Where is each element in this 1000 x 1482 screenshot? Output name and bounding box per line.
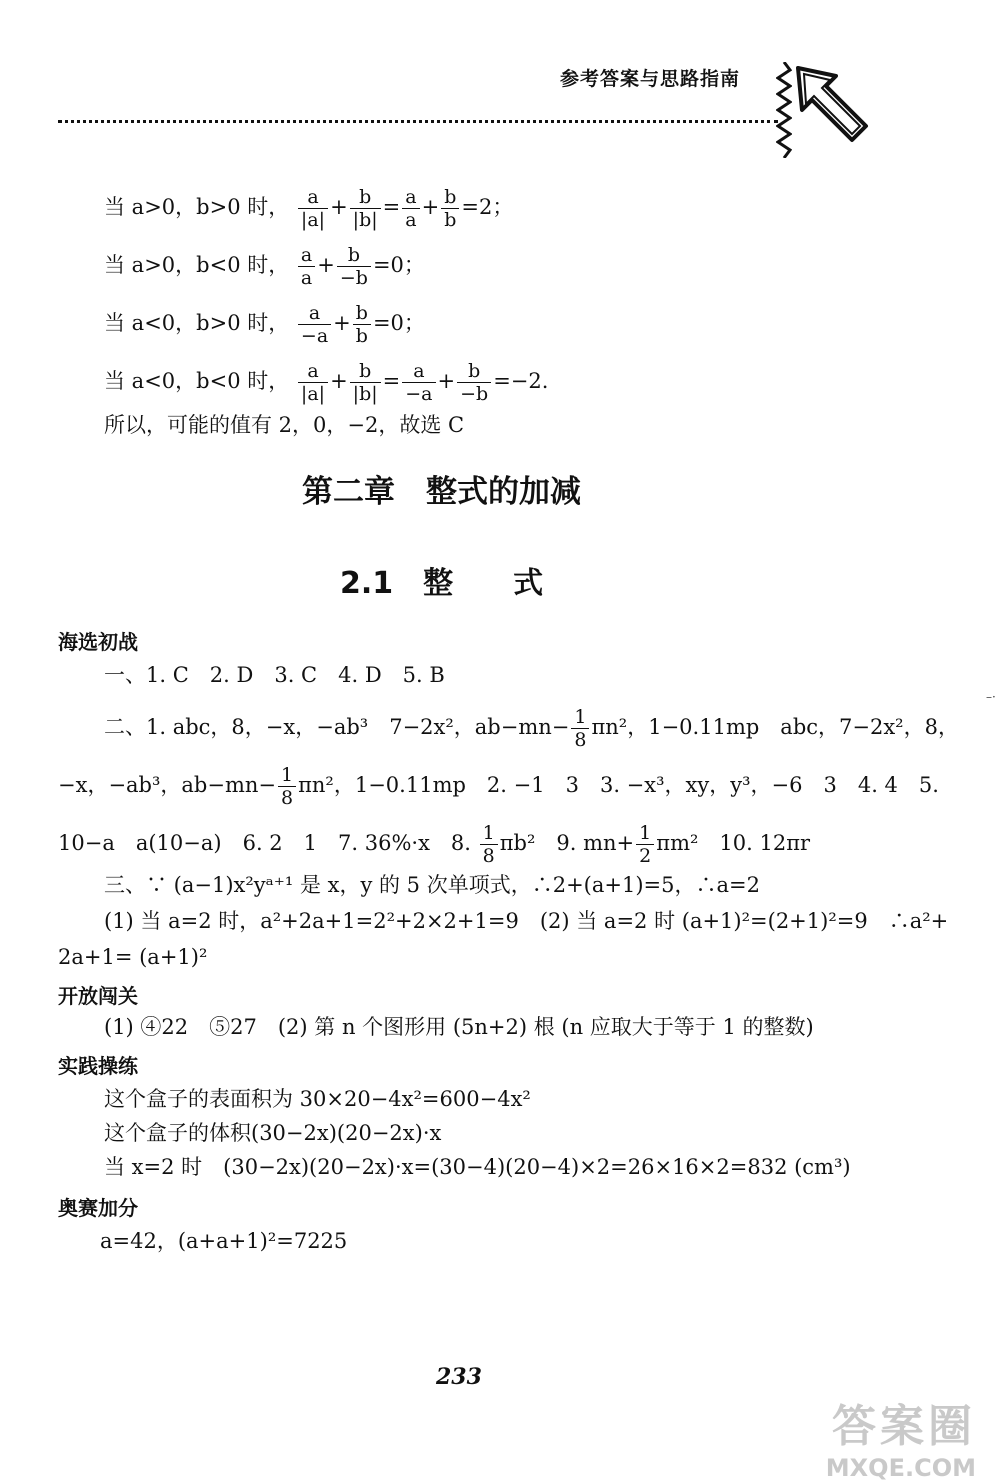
fraction [298,186,328,231]
fraction [278,764,296,809]
fraction [571,706,589,751]
answer-text: πm² 10. 12πr [656,831,811,855]
result: =0； [372,311,425,335]
case-condition: 当 a>0，b<0 时， [104,253,290,277]
numerator: 1 [278,764,296,787]
denominator: 8 [281,787,294,809]
numerator: 1 [480,822,498,845]
section-heading-aosai: 奥赛加分 [58,1196,138,1220]
header-dotted-divider [58,120,778,123]
fraction [298,244,315,289]
numerator: a [298,302,331,325]
answer-text: πb² 9. mn+ [499,831,635,855]
numerator: b [457,360,491,383]
numerator: b [350,186,381,209]
denominator: b [355,325,368,347]
numerator: 1 [636,822,654,845]
answer-line: (1) ④22 ⑤27 (2) 第 n 个图形用 (5n+2) 根 (n 应取大于等于 1 的整数) [104,1015,814,1039]
section-heading-kaifang: 开放闯关 [58,984,138,1008]
answer-text: πn²，1−0.11mp 2. −1 3 3. −x³，xy，y³，−6 3 4. 4 5. [298,773,939,797]
denominator: 8 [574,729,587,751]
case-line-3 [104,302,425,347]
fraction [480,822,498,867]
fraction [298,360,328,405]
numerator: a [298,244,315,267]
fraction [402,360,435,405]
operator: = [382,195,401,219]
case-line-1 [104,186,513,231]
answer-line: a=42，(a+a+1)²=7225 [100,1229,348,1253]
answer-line [58,764,939,809]
numerator: a [402,360,435,383]
operator: + [317,253,335,277]
numerator: a [402,186,419,209]
zigzag-ornament-icon [776,62,792,158]
operator: + [330,369,348,393]
numerator: 1 [571,706,589,729]
header-title: 参考答案与思路指南 [560,68,741,90]
fraction [353,302,371,347]
case-condition: 当 a<0，b<0 时， [104,369,290,393]
fraction [636,822,654,867]
operator: + [437,369,456,393]
answer-text: 10−a a(10−a) 6. 2 1 7. 36%·x 8. [58,831,471,855]
fraction [402,186,419,231]
denominator: |b| [352,383,378,405]
operator: + [333,311,351,335]
denominator: −a [300,325,329,347]
answer-line: 2a+1= (a+1)² [58,945,208,969]
fraction [441,186,459,231]
case-condition: 当 a>0，b>0 时， [104,195,290,219]
denominator: −b [339,267,368,289]
denominator: 8 [482,845,495,867]
numerator: a [298,360,328,383]
numerator: a [298,186,328,209]
chapter-title: 第二章 整式的加减 [302,474,581,510]
answer-line: 当 x=2 时 (30−2x)(20−2x)·x=(30−4)(20−4)×2=26×16×2=832 (cm³) [104,1155,851,1179]
fraction [337,244,371,289]
denominator: a [300,267,313,289]
section-title: 2.1 整 式 [340,566,544,601]
watermark-logo [826,1390,976,1482]
operator: = [382,369,401,393]
denominator: a [405,209,417,231]
section-heading-shijian: 实践操练 [58,1054,138,1078]
numerator: b [350,360,381,383]
case-line-4 [104,360,548,405]
case-line-2 [104,244,425,289]
answer-line: 三、∵ (a−1)x²yᵃ⁺¹ 是 x，y 的 5 次单项式，∴2+(a+1)=5，∴a=2 [104,873,760,897]
denominator: |a| [300,383,326,405]
numerator: b [441,186,459,209]
answer-text: 二、1. abc，8，−x，−ab³ 7−2x²，ab−mn− [104,715,570,739]
margin-mark: –· [986,690,996,704]
answer-text: πn²，1−0.11mp abc，7−2x²，8， [591,715,959,739]
numerator: b [337,244,371,267]
fraction [457,360,491,405]
page-number: 233 [436,1364,482,1390]
conclusion: 所以，可能的值有 2，0，−2，故选 C [104,413,465,437]
case-condition: 当 a<0，b>0 时， [104,311,290,335]
result: =−2. [493,369,549,393]
answer-line: 一、1. C 2. D 3. C 4. D 5. B [104,663,445,687]
answer-line [104,706,959,751]
fraction [350,360,381,405]
section-heading-haixuan: 海选初战 [58,630,138,654]
fraction [350,186,381,231]
result: =0； [372,253,425,277]
operator: + [421,195,440,219]
watermark-url: MXQE.COM [825,1454,976,1482]
watermark-text: 答案圈 [832,1401,976,1452]
denominator: |a| [300,209,326,231]
answer-line [58,822,810,867]
denominator: −a [405,383,433,405]
operator: + [330,195,348,219]
fraction [298,302,331,347]
denominator: 2 [639,845,652,867]
answer-line: 这个盒子的表面积为 30×20−4x²=600−4x² [104,1087,531,1111]
answer-line: (1) 当 a=2 时，a²+2a+1=2²+2×2+1=9 (2) 当 a=2 时 (a+1)²=(2+1)²=9 ∴a²+ [104,909,949,933]
numerator: b [353,302,371,325]
denominator: −b [460,383,489,405]
denominator: |b| [352,209,378,231]
answer-text: −x，−ab³，ab−mn− [58,773,277,797]
denominator: b [444,209,457,231]
answer-line: 这个盒子的体积(30−2x)(20−2x)·x [104,1121,442,1145]
result: =2； [461,195,514,219]
arrow-icon [792,62,872,154]
